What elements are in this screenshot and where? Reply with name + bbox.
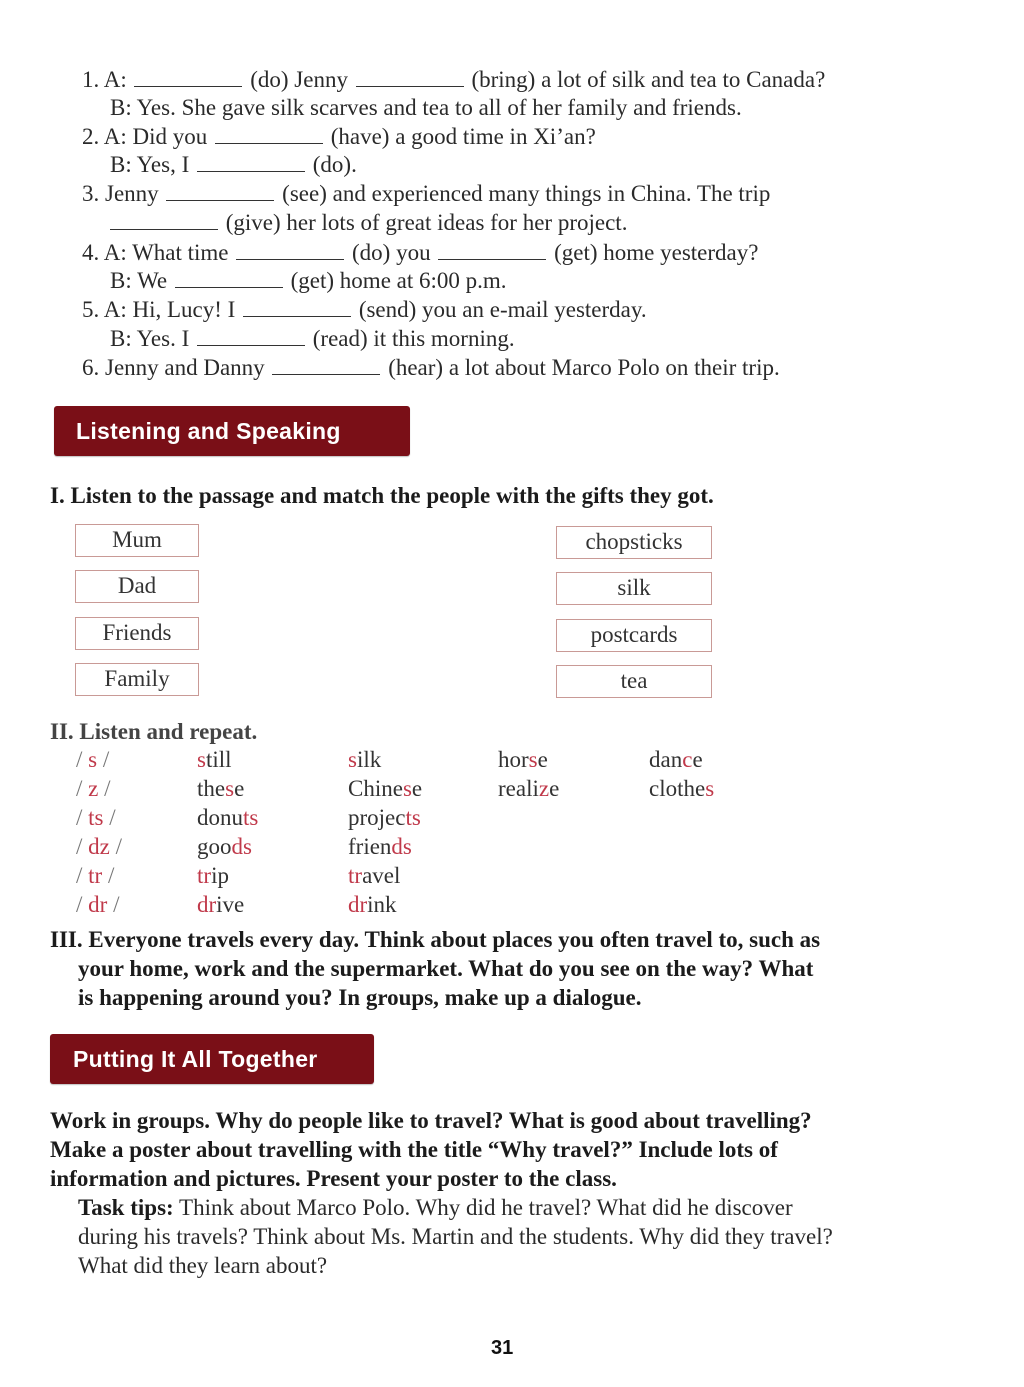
- exercise-text: (have) a good time in Xi’an?: [324, 124, 596, 149]
- match-box-gift[interactable]: chopsticks: [556, 526, 712, 559]
- phonics-word: [197, 833, 252, 861]
- phonics-word: [197, 862, 229, 890]
- phonics-sound: [76, 746, 109, 774]
- exercise-text: 3. Jenny: [82, 181, 165, 206]
- phonics-word: [649, 746, 703, 774]
- word-part: ilk: [356, 747, 382, 772]
- slash: /: [97, 747, 110, 772]
- exercise-line: [82, 180, 770, 208]
- exercise-line: [110, 151, 357, 179]
- exercise-text: B: We: [110, 268, 173, 293]
- word-part: dan: [649, 747, 683, 772]
- slash: /: [76, 892, 89, 917]
- exercise-text: B: Yes. She gave silk scarves and tea to all of her family and friends.: [110, 95, 742, 120]
- together-instruction-line: information and pictures. Present your poster to the class.: [50, 1166, 617, 1191]
- exercise-text: (do).: [307, 152, 357, 177]
- exercise-text: (do) you: [346, 240, 437, 265]
- phonics-word: [348, 891, 397, 919]
- exercise-text: (hear) a lot about Marco Polo on their trip.: [382, 355, 780, 380]
- word-part: e: [692, 747, 703, 772]
- exercise-text: B: Yes, I: [110, 152, 196, 177]
- exercise-text: (bring) a lot of silk and tea to Canada?: [465, 67, 826, 92]
- part2-instruction: II. Listen and repeat.: [50, 719, 258, 744]
- match-box-gift[interactable]: postcards: [556, 619, 712, 652]
- highlighted-letters: ts: [243, 805, 259, 830]
- slash: /: [76, 747, 89, 772]
- word-part: donu: [197, 805, 243, 830]
- exercise-text: 6. Jenny and Danny: [82, 355, 271, 380]
- answer-blank[interactable]: [215, 125, 323, 144]
- answer-blank[interactable]: [110, 211, 218, 230]
- answer-blank[interactable]: [175, 269, 283, 288]
- phonics-sound: [76, 862, 114, 890]
- phonics-word: [649, 775, 714, 803]
- phonics-word: [348, 804, 421, 832]
- phonics-sound: [76, 891, 119, 919]
- answer-blank[interactable]: [197, 153, 305, 172]
- highlighted-letters: tr: [197, 863, 212, 888]
- exercise-line: [110, 94, 742, 122]
- exercise-text: (read) it this morning.: [307, 326, 515, 351]
- exercise-line: [110, 325, 515, 353]
- word-part: till: [205, 747, 232, 772]
- slash: /: [76, 805, 89, 830]
- highlighted-letters: tr: [348, 863, 363, 888]
- word-part: frien: [348, 834, 392, 859]
- slash: /: [76, 863, 89, 888]
- match-box-gift[interactable]: tea: [556, 665, 712, 698]
- answer-blank[interactable]: [272, 356, 380, 375]
- exercise-line: [82, 123, 596, 151]
- part3-line: is happening around you? In groups, make up a dialogue.: [78, 985, 642, 1010]
- answer-blank[interactable]: [243, 298, 351, 317]
- highlighted-letters: s: [402, 776, 412, 801]
- phonics-word: [498, 746, 548, 774]
- section-title: Putting It All Together: [73, 1045, 318, 1072]
- word-part: e: [234, 776, 245, 801]
- slash: /: [109, 834, 122, 859]
- exercise-line: [108, 209, 627, 237]
- word-part: goo: [197, 834, 232, 859]
- answer-blank[interactable]: [438, 241, 546, 260]
- word-part: projec: [348, 805, 406, 830]
- slash: /: [103, 805, 116, 830]
- highlighted-letters: s: [348, 747, 357, 772]
- section-header-putting-together: [50, 1034, 374, 1084]
- phonics-word: [498, 775, 559, 803]
- phonics-word: [348, 833, 412, 861]
- phonics-word: [348, 862, 400, 890]
- word-part: the: [197, 776, 226, 801]
- exercise-text: (send) you an e-mail yesterday.: [353, 297, 647, 322]
- exercise-text: (see) and experienced many things in China. The trip: [276, 181, 771, 206]
- sound-symbol: dr: [88, 892, 108, 917]
- word-part: reali: [498, 776, 539, 801]
- together-instruction-line: Work in groups. Why do people like to travel? What is good about travelling?: [50, 1108, 812, 1133]
- match-box-person[interactable]: Dad: [75, 570, 199, 603]
- exercise-text: (do) Jenny: [244, 67, 354, 92]
- phonics-word: [348, 775, 422, 803]
- answer-blank[interactable]: [134, 68, 242, 87]
- task-tips-line: What did they learn about?: [78, 1253, 328, 1278]
- word-part: ip: [211, 863, 229, 888]
- match-box-gift[interactable]: silk: [556, 572, 712, 605]
- sound-symbol: ts: [88, 805, 104, 830]
- word-part: e: [549, 776, 560, 801]
- together-instruction-line: Make a poster about travelling with the title “Why travel?” Include lots of: [50, 1137, 778, 1162]
- highlighted-letters: s: [705, 776, 715, 801]
- highlighted-letters: s: [197, 747, 206, 772]
- highlighted-letters: dr: [197, 892, 217, 917]
- phonics-sound: [76, 804, 116, 832]
- word-part: avel: [362, 863, 401, 888]
- answer-blank[interactable]: [236, 241, 344, 260]
- highlighted-letters: dr: [348, 892, 368, 917]
- exercise-text: 4. A: What time: [82, 240, 235, 265]
- phonics-word: [197, 746, 232, 774]
- match-box-person[interactable]: Friends: [75, 617, 199, 650]
- slash: /: [107, 892, 120, 917]
- page-number: 31: [491, 1337, 514, 1359]
- phonics-word: [197, 804, 258, 832]
- exercise-line: [82, 296, 647, 324]
- exercise-text: 1. A:: [82, 67, 133, 92]
- highlighted-letters: ds: [231, 834, 252, 859]
- slash: /: [76, 776, 89, 801]
- match-box-person[interactable]: Family: [75, 663, 199, 696]
- section-title: Listening and Speaking: [76, 417, 341, 444]
- phonics-sound: [76, 775, 111, 803]
- exercise-text: (get) home yesterday?: [548, 240, 759, 265]
- answer-blank[interactable]: [197, 327, 305, 346]
- exercise-text: (get) home at 6:00 p.m.: [284, 268, 507, 293]
- highlighted-letters: ds: [391, 834, 412, 859]
- exercise-text: 2. A: Did you: [82, 124, 213, 149]
- sound-symbol: tr: [88, 863, 103, 888]
- task-tips-label: Task tips:: [78, 1195, 174, 1220]
- word-part: ive: [216, 892, 245, 917]
- word-part: e: [537, 747, 548, 772]
- exercise-line: [110, 267, 507, 295]
- task-tips-line: during his travels? Think about Ms. Martin and the students. Why did they travel?: [78, 1224, 833, 1249]
- exercise-line: [82, 66, 825, 94]
- slash: /: [102, 863, 115, 888]
- answer-blank[interactable]: [356, 68, 464, 87]
- slash: /: [76, 834, 89, 859]
- word-part: hor: [498, 747, 529, 772]
- match-box-person[interactable]: Mum: [75, 524, 199, 557]
- task-tips-text: Think about Marco Polo. Why did he travel? What did he discover: [173, 1195, 793, 1220]
- phonics-word: [197, 891, 244, 919]
- exercise-line: [82, 239, 758, 267]
- exercise-text: (give) her lots of great ideas for her project.: [220, 210, 628, 235]
- word-part: e: [411, 776, 423, 801]
- exercise-text: B: Yes. I: [110, 326, 196, 351]
- highlighted-letters: ts: [405, 805, 421, 830]
- task-tips-line: [78, 1194, 793, 1222]
- exercise-text: 5. A: Hi, Lucy! I: [82, 297, 242, 322]
- highlighted-letters: z: [538, 776, 550, 801]
- sound-symbol: s: [88, 747, 98, 772]
- sound-symbol: dz: [88, 834, 110, 859]
- highlighted-letters: s: [225, 776, 235, 801]
- word-part: ink: [367, 892, 397, 917]
- word-part: Chine: [348, 776, 403, 801]
- exercise-line: [82, 354, 780, 382]
- sound-symbol: z: [88, 776, 99, 801]
- highlighted-letters: s: [528, 747, 538, 772]
- highlighted-letters: c: [682, 747, 693, 772]
- word-part: clothe: [649, 776, 706, 801]
- answer-blank[interactable]: [166, 182, 274, 201]
- part1-instruction: I. Listen to the passage and match the people with the gifts they got.: [50, 483, 714, 508]
- slash: /: [98, 776, 111, 801]
- part3-line: III. Everyone travels every day. Think about places you often travel to, such as: [50, 927, 821, 952]
- section-header-listening-speaking: [54, 406, 410, 456]
- phonics-word: [197, 775, 244, 803]
- phonics-sound: [76, 833, 122, 861]
- phonics-word: [348, 746, 381, 774]
- part3-line: your home, work and the supermarket. What do you see on the way? What: [78, 956, 814, 981]
